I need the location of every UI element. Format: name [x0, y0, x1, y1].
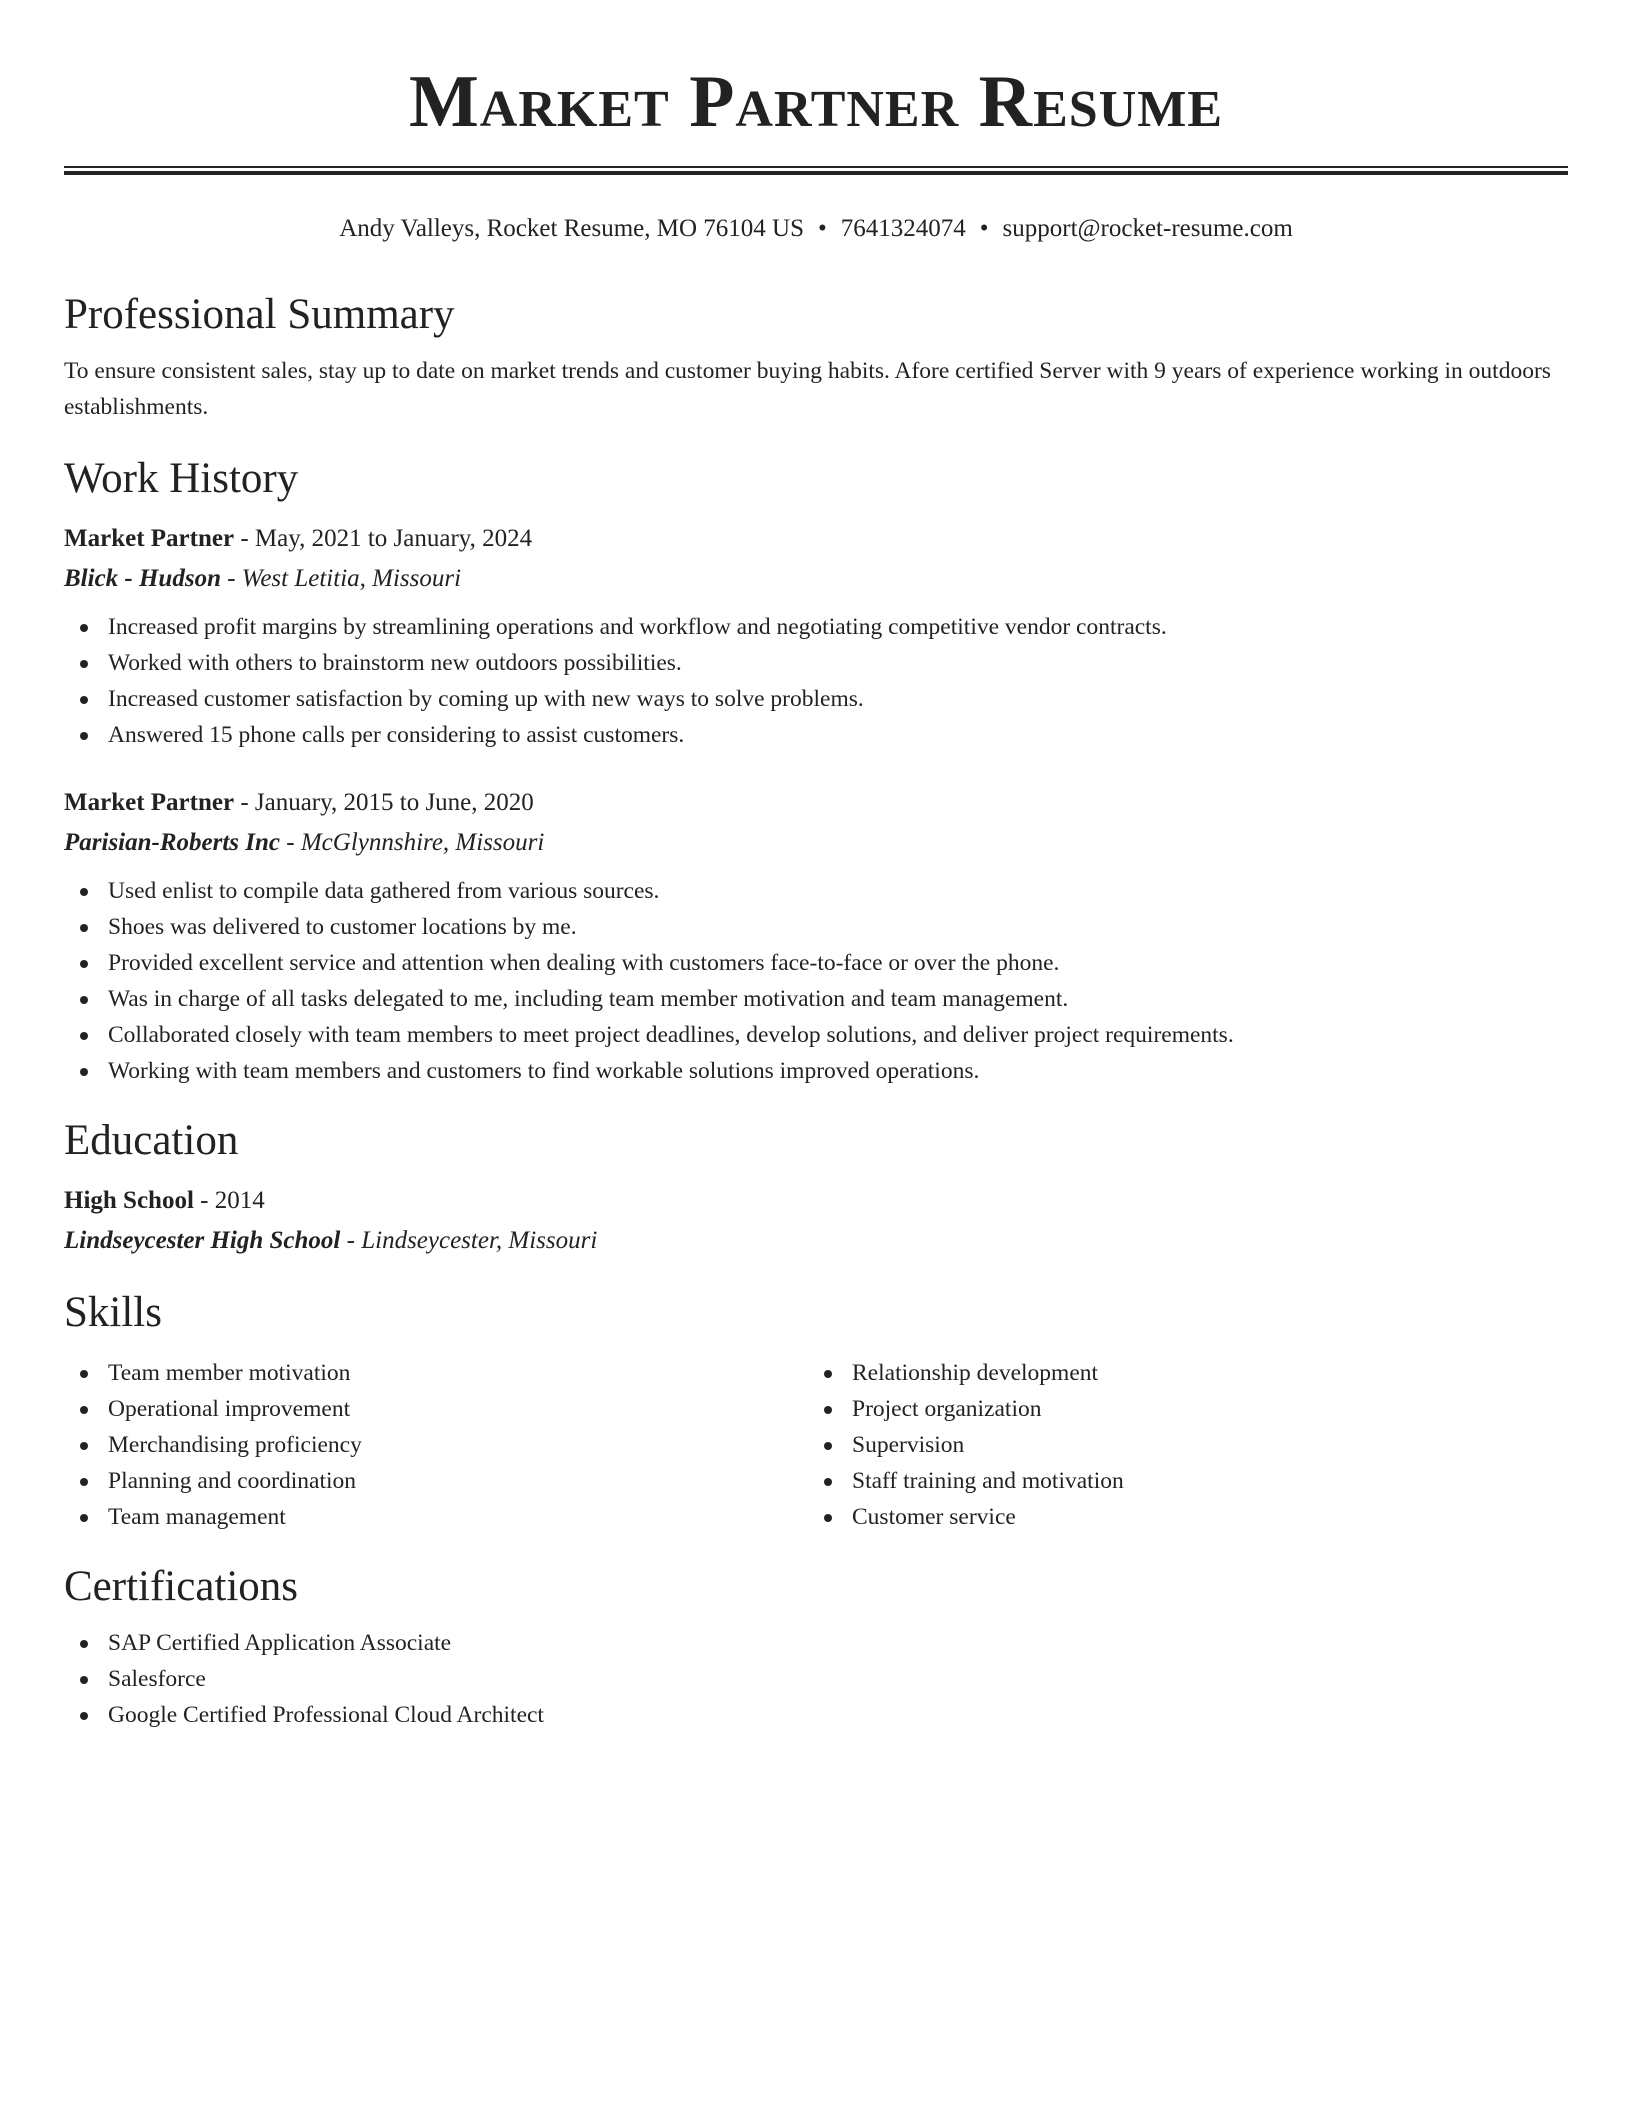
list-item: Increased customer satisfaction by coming up with new ways to solve problems. — [108, 681, 1568, 717]
summary-text: To ensure consistent sales, stay up to date on market trends and customer buying habits. Afore certified Server with 9 years of experience working in outdoors establishments. — [64, 358, 1551, 420]
job-entry — [64, 519, 1568, 753]
job-company: Blick - Hudson — [64, 565, 221, 592]
list-item: Collaborated closely with team members to meet project deadlines, develop solutions, and deliver project requirements. — [108, 1017, 1568, 1053]
certifications-heading: Certifications — [64, 1563, 299, 1610]
job-title: Market Partner — [64, 525, 235, 552]
list-item: Was in charge of all tasks delegated to me, including team member motivation and team management. — [108, 981, 1568, 1017]
list-item: Increased profit margins by streamlining operations and workflow and negotiating competitive vendor contracts. — [108, 609, 1568, 645]
job-title-line — [64, 519, 1568, 559]
school-line — [64, 1221, 1568, 1261]
contact-address: Andy Valleys, Rocket Resume, MO 76104 US — [339, 215, 804, 242]
work-history-heading: Work History — [64, 455, 299, 502]
list-item: Staff training and motivation — [852, 1463, 1552, 1499]
list-item: Google Certified Professional Cloud Architect — [108, 1697, 1568, 1733]
list-item: Merchandising proficiency — [108, 1427, 808, 1463]
skills-list-right — [808, 1355, 1552, 1535]
list-item: SAP Certified Application Associate — [108, 1625, 1568, 1661]
job-title: Market Partner — [64, 789, 235, 816]
job-location: - McGlynnshire, Missouri — [280, 829, 545, 856]
contact-email: support@rocket-resume.com — [1002, 215, 1293, 242]
school-location: - Lindseycester, Missouri — [340, 1227, 598, 1254]
list-item: Answered 15 phone calls per considering to assist customers. — [108, 717, 1568, 753]
job-entry — [64, 783, 1568, 1089]
education-heading: Education — [64, 1117, 239, 1164]
job-dates: - May, 2021 to January, 2024 — [234, 525, 533, 552]
list-item: Salesforce — [108, 1661, 1568, 1697]
list-item: Team member motivation — [108, 1355, 808, 1391]
school-name: Lindseycester High School — [64, 1227, 341, 1254]
list-item: Planning and coordination — [108, 1463, 808, 1499]
list-item: Operational improvement — [108, 1391, 808, 1427]
list-item: Team management — [108, 1499, 808, 1535]
list-item: Used enlist to compile data gathered from various sources. — [108, 873, 1568, 909]
contact-line — [64, 211, 1568, 247]
list-item: Relationship development — [852, 1355, 1552, 1391]
contact-separator: • — [817, 215, 827, 242]
degree-line — [64, 1181, 1568, 1221]
job-dates: - January, 2015 to June, 2020 — [234, 789, 534, 816]
skills-heading: Skills — [64, 1289, 162, 1336]
job-company-line — [64, 559, 1568, 599]
degree: High School — [64, 1187, 194, 1214]
job-duties-list — [64, 609, 1568, 753]
list-item: Worked with others to brainstorm new outdoors possibilities. — [108, 645, 1568, 681]
list-item: Shoes was delivered to customer locations by me. — [108, 909, 1568, 945]
certifications-list — [64, 1625, 1568, 1733]
graduation-year: - 2014 — [193, 1187, 265, 1214]
job-company: Parisian-Roberts Inc — [64, 829, 281, 856]
contact-separator: • — [979, 215, 989, 242]
list-item: Supervision — [852, 1427, 1552, 1463]
skills-list-left — [64, 1355, 808, 1535]
job-title-line — [64, 783, 1568, 823]
list-item: Customer service — [852, 1499, 1552, 1535]
list-item: Provided excellent service and attention when dealing with customers face-to-face or over the phone. — [108, 945, 1568, 981]
job-location: - West Letitia, Missouri — [220, 565, 462, 592]
job-duties-list — [64, 873, 1568, 1089]
skills-grid — [64, 1355, 1568, 1535]
contact-phone: 7641324074 — [840, 215, 966, 242]
summary-heading: Professional Summary — [64, 291, 455, 338]
job-company-line — [64, 823, 1568, 863]
page-title: Market Partner Resume — [408, 61, 1224, 143]
list-item: Project organization — [852, 1391, 1552, 1427]
list-item: Working with team members and customers to find workable solutions improved operations. — [108, 1053, 1568, 1089]
education-entry — [64, 1181, 1568, 1261]
title-divider — [64, 166, 1568, 175]
